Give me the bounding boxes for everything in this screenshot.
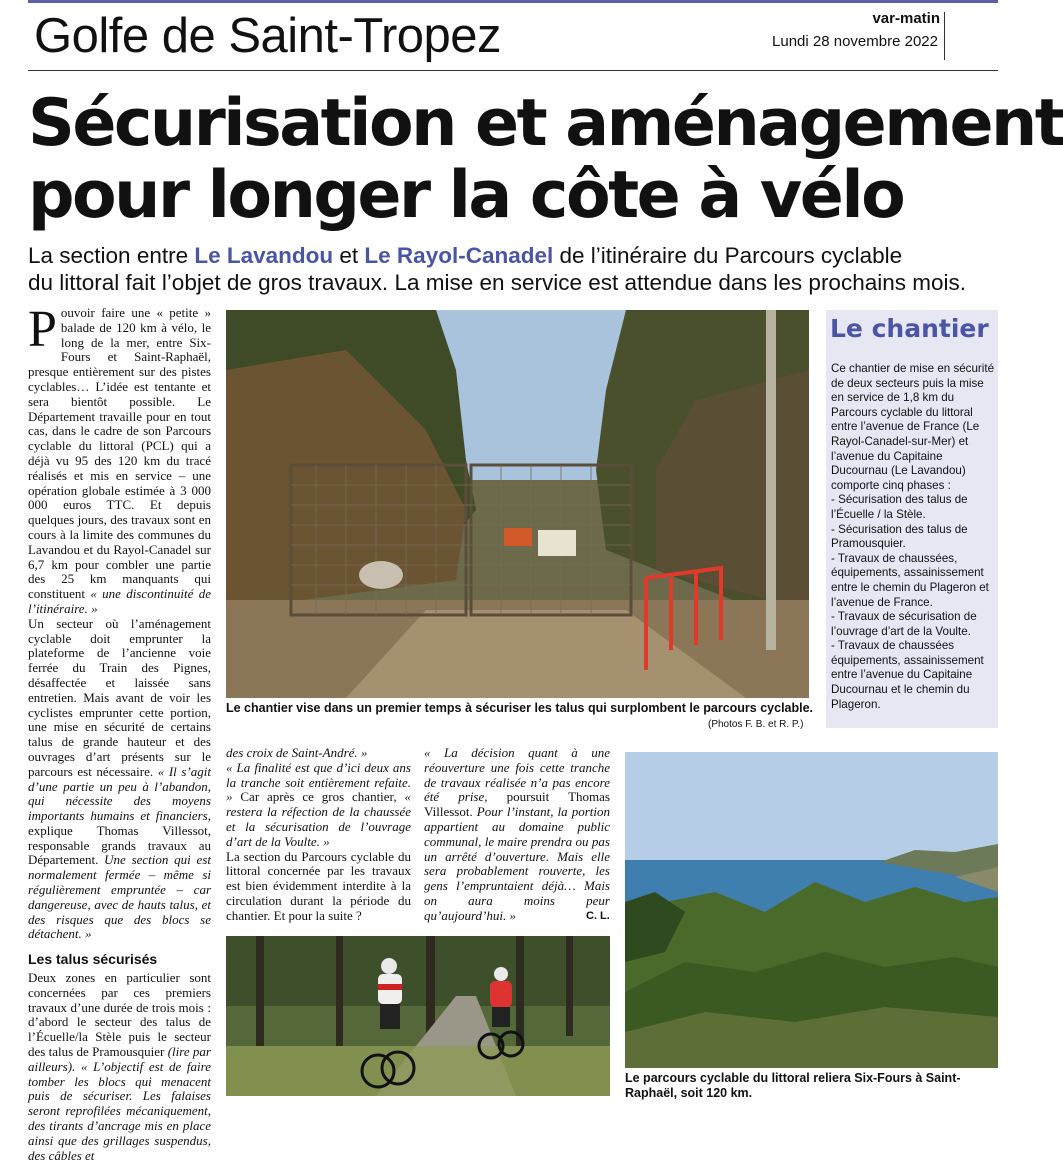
- paragraph-text: Un secteur où l’aménagement cyclable doit emprunter la plateforme de l’ancienne voie ferrée du Train des Pignes, désaffectée et laissée sans entretien. Mais avant de voir les cyclistes emprunter cette portion, une mise en sécurité de certains talus de grande hauteur et des ouvrages d’art présents sur le parcours est nécessaire.: [28, 615, 211, 779]
- sidebar-item: - Travaux de chaussées équipements, assainissement entre l’avenue du Capitaine Ducournau et le chemin du Plageron.: [831, 639, 984, 711]
- sidebar-intro: Ce chantier de mise en sécurité de deux secteurs puis la mise en service de 1,8 km du Parcours cyclable du littoral entre l’avenue de France (Le Rayol-Canadel-sur-Mer) et l’avenue du Capitaine Ducournau (Le Lavandou) comporte cinq phases :: [831, 362, 995, 492]
- article-headline: [28, 86, 1063, 233]
- masthead-rule: [28, 70, 998, 71]
- lead-text: et: [333, 243, 365, 268]
- article-column-2: [226, 746, 411, 924]
- lead-line-2: du littoral fait l’objet de gros travaux. La mise en service est attendue dans les prochains mois.: [28, 270, 966, 295]
- quote-text: Une section qui est normalement fermée – même si régulièrement empruntée – car dangereuse, avec de hauts talus, et des risques que des blocs se détachent. »: [28, 852, 211, 942]
- section-title: Golfe de Saint-Tropez: [34, 9, 502, 63]
- photo-construction-site: [226, 310, 809, 698]
- coastline-illustration: [625, 752, 998, 1068]
- sea-photo-caption: Le parcours cyclable du littoral reliera Six-Fours à Saint-Raphaël, soit 120 km.: [625, 1071, 961, 1100]
- cyclists-illustration: [226, 936, 610, 1096]
- sidebar-title: Le chantier: [830, 314, 989, 343]
- headline-line-1: Sécurisation et aménagement: [28, 86, 1063, 161]
- paragraph-2: [28, 617, 211, 943]
- photo-cyclists: [226, 936, 610, 1096]
- sidebar-text: [831, 362, 995, 712]
- main-photo-caption: Le chantier vise dans un premier temps à sécuriser les talus qui surplombent le parcours cyclable.: [226, 701, 814, 715]
- masthead-divider: [944, 12, 945, 60]
- quote-text: « restera la réfection de la chaussée et la sécurisation de l’ouvrage d’art de la Voulte. »: [226, 789, 411, 849]
- lead-text: La section entre: [28, 243, 195, 268]
- article-lead: [28, 242, 1013, 296]
- quote-text: « L’objectif est de faire tomber les blocs qui menacent puis de sécuriser. Les falaises seront reprofilées mécaniquement, des tirants d’ancrage mis en place ainsi que des grillages suspendus, des câbles et: [28, 1058, 211, 1163]
- lead-place-rayol: Le Rayol-Canadel: [364, 243, 554, 268]
- article-column-1: [28, 301, 212, 1163]
- subheading: Les talus sécurisés: [28, 951, 158, 968]
- col2-para-3: La section du Parcours cyclable du littoral concernée par les travaux est bien évidemment interdite à la circulation durant la période du chantier. Et pour la suite ?: [226, 848, 411, 923]
- col2-para-2: [226, 761, 411, 850]
- sidebar-item: - Travaux de chaussées, équipements, assainissement entre le chemin du Plageron et l’avenue de France.: [831, 551, 989, 609]
- col2-para-1: [226, 746, 411, 761]
- quote-text: (lire par ailleurs).: [28, 1044, 211, 1074]
- article-column-3: [424, 746, 610, 924]
- quote-text: « Il s’agit d’une partie un peu à l’abandon, qui nécessite des moyens importants humains et financiers,: [28, 763, 212, 824]
- lead-text: de l’itinéraire du Parcours cyclable: [553, 243, 903, 268]
- quote-text: « La finalité est que d’ici deux ans la tranche soit entièrement refaite. »: [226, 759, 411, 805]
- quote-text: Pour l’instant, la portion appartient au domaine public communal, le maire prendra ou pas un arrêté d’ouverture. Mais elle sera probablement rouverte, les gens l’empruntaient déjà… Mais on aura moins peur qu’aujourd’hui. »: [424, 804, 610, 923]
- lead-line-1: [28, 242, 1013, 269]
- paragraph-text: Car après ce gros chantier,: [232, 789, 405, 805]
- sidebar-item: - Sécurisation des talus de l’Écuelle / la Stèle.: [831, 493, 968, 521]
- construction-gate-illustration: [226, 310, 809, 698]
- quote-text: « La décision quant à une réouverture une fois cette tranche de travaux réalisée n’a pas encore été prise,: [424, 745, 610, 805]
- drop-cap: P: [28, 301, 57, 358]
- paragraph-intro: [28, 301, 211, 617]
- newspaper-name: var-matin: [872, 10, 940, 27]
- paragraph-text: poursuit Thomas Villessot.: [424, 789, 610, 820]
- sidebar-item: - Travaux de sécurisation de l’ouvrage d’art de la Voulte.: [831, 610, 977, 638]
- photo-coastline: [625, 752, 998, 1068]
- sidebar-item: - Sécurisation des talus de Pramousquier.: [831, 522, 968, 551]
- paragraph-text: Deux zones en particulier sont concernées par ces premiers travaux d’une durée de trois mois : d’abord le secteur des talus de l’Écuelle/la Stèle puis le secteur des talus de Pramousquier: [28, 970, 211, 1060]
- lead-place-lavandou: Le Lavandou: [194, 243, 334, 268]
- quote-text: des croix de Saint-André. »: [226, 745, 368, 760]
- paragraph-3: [28, 971, 211, 1163]
- paragraph-text: ouvoir faire une « petite » balade de 120 km à vélo, le long de la mer, entre Six-Fours et Saint-Raphaël, presque entièrement sur des pistes cyclables… L’idée est tentante et sera bientôt possible. Le Département travaille pour en tout cas, dans le cadre de son Parcours cyclable du littoral (PCL) qui a déjà vu 95 des 120 km du tracé réalisés et mis en service – une opération globale estimée à 3 000 000 euros TTC. Et depuis quelques jours, des travaux sont en cours à la limite des communes du Lavandou et du Rayol-Canadel sur 6,7 km pour combler une partie des 25 km manquants qui constituent: [28, 305, 211, 602]
- headline-line-2: pour longer la côte à vélo: [28, 158, 904, 233]
- photo-credit: (Photos F. B. et R. P.): [708, 719, 804, 730]
- top-rule: [28, 0, 998, 3]
- quote-text: « une discontinuité de l’itinéraire. »: [28, 586, 211, 616]
- col3-para-1: [424, 746, 610, 924]
- paragraph-text: explique Thomas Villessot, responsable grands travaux au Département.: [28, 822, 211, 868]
- publication-date: Lundi 28 novembre 2022: [772, 33, 938, 50]
- author-signature: C. L.: [586, 910, 610, 922]
